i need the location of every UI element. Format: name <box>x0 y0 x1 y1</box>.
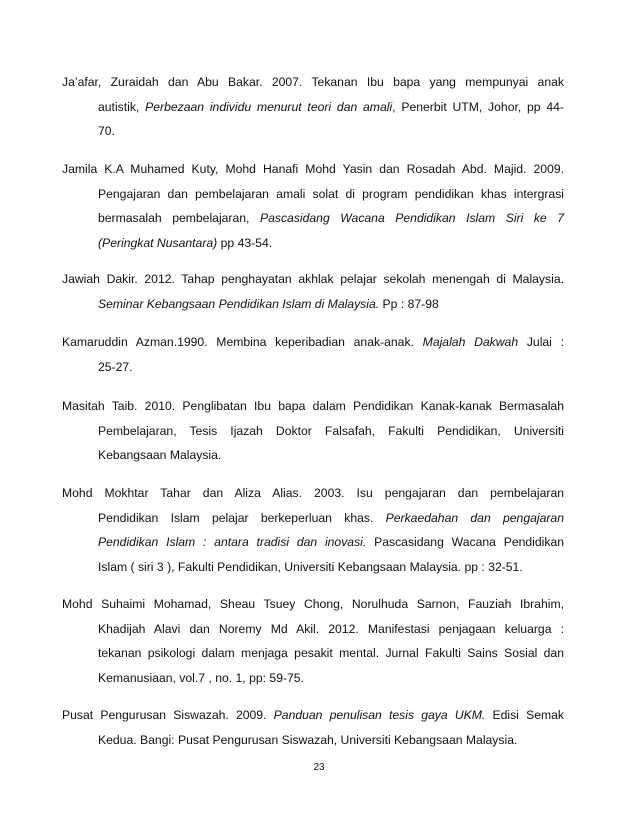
reference-text: tekanan psikologi dalam menjaga pesakit mental. Jurnal Fakulti Sains Sosial dan <box>98 646 564 660</box>
reference-line <box>62 443 564 468</box>
reference-text: 70. <box>98 124 115 138</box>
reference-entry <box>62 70 564 144</box>
reference-title-text: (Peringkat Nusantara) <box>98 235 218 250</box>
reference-line <box>62 481 564 506</box>
reference-text: Jamila K.A Muhamed Kuty, Mohd Hanafi Mohd Yasin dan Rosadah Abd. Majid. 2009. <box>62 162 564 176</box>
reference-line <box>62 330 564 355</box>
reference-text: Islam ( siri 3 ), Fakulti Pendidikan, Universiti Kebangsaan Malaysia. pp : 32-51. <box>98 559 523 574</box>
reference-text: Pembelajaran, Tesis Ijazah Doktor Falsafah, Fakulti Pendidikan, Universiti <box>98 423 564 438</box>
reference-text: Pp : 87-98 <box>379 296 439 311</box>
reference-line <box>62 206 564 231</box>
reference-line <box>62 617 564 642</box>
reference-title-text: Panduan penulisan tesis gaya UKM. <box>273 708 486 722</box>
reference-line <box>62 728 564 753</box>
reference-title-text: Perkaedahan dan pengajaran <box>385 510 564 525</box>
reference-text: Pendidikan Islam pelajar berkeperluan khas. <box>98 510 386 525</box>
reference-text: Ja’afar, Zuraidah dan Abu Bakar. 2007. Tekanan Ibu bapa yang mempunyai anak <box>62 75 564 89</box>
reference-text: Kemanusiaan, vol.7 , no. 1, pp: 59-75. <box>98 670 304 685</box>
reference-line <box>62 506 564 531</box>
reference-line <box>62 292 564 317</box>
reference-line <box>62 641 564 666</box>
reference-entry <box>62 703 564 752</box>
reference-text: Julai : <box>518 335 564 349</box>
reference-line <box>62 419 564 444</box>
reference-text: bermasalah pembelajaran, <box>98 211 260 225</box>
reference-text: Pusat Pengurusan Siswazah. 2009. <box>62 708 274 722</box>
reference-entry <box>62 157 564 255</box>
reference-line <box>62 703 564 728</box>
reference-text: Kedua. Bangi: Pusat Pengurusan Siswazah, Universiti Kebangsaan Malaysia. <box>98 732 518 747</box>
reference-line <box>62 267 564 292</box>
reference-line <box>62 119 564 144</box>
reference-line <box>62 182 564 207</box>
reference-line <box>62 394 564 419</box>
reference-text: Jawiah Dakir. 2012. Tahap penghayatan akhlak pelajar sekolah menengah di Malaysia. <box>62 272 564 286</box>
reference-title-text: Perbezaan individu menurut teori dan amali <box>145 99 393 114</box>
reference-text: Pascasidang Wacana Pendidikan <box>366 535 564 549</box>
reference-text: 25-27. <box>98 359 133 374</box>
reference-text: Pengajaran dan pembelajaran amali solat di program pendidikan khas intergrasi <box>98 186 564 201</box>
reference-text: pp 43-54. <box>217 235 273 250</box>
reference-entry <box>62 592 564 690</box>
reference-line <box>62 530 564 555</box>
reference-text: Edisi Semak <box>485 708 564 722</box>
reference-text: Masitah Taib. 2010. Penglibatan Ibu bapa dalam Pendidikan Kanak-kanak Bermasalah <box>62 399 564 413</box>
reference-text: Kebangsaan Malaysia. <box>98 448 222 462</box>
reference-line <box>62 231 564 256</box>
reference-title-text: Pascasidang Wacana Pendidikan Islam Siri ke 7 <box>259 211 564 225</box>
reference-title-text: Pendidikan Islam : antara tradisi dan inovasi. <box>98 535 367 549</box>
reference-entry <box>62 267 564 316</box>
reference-text: Khadijah Alavi dan Noremy Md Akil. 2012. Manifestasi penjagaan keluarga : <box>98 621 564 636</box>
page-number: 23 <box>313 762 325 773</box>
reference-title-text: Seminar Kebangsaan Pendidikan Islam di Malaysia. <box>98 296 380 311</box>
reference-entry <box>62 394 564 468</box>
reference-entry <box>62 330 564 379</box>
reference-title-text: Majalah Dakwah <box>422 335 519 349</box>
reference-line <box>62 70 564 95</box>
reference-line <box>62 666 564 691</box>
reference-entry <box>62 481 564 579</box>
reference-text: Mohd Suhaimi Mohamad, Sheau Tsuey Chong, Norulhuda Sarnon, Fauziah Ibrahim, <box>62 597 564 611</box>
reference-text: autistik, <box>98 99 146 114</box>
reference-text: Kamaruddin Azman.1990. Membina keperibadian anak-anak. <box>62 335 423 349</box>
reference-line <box>62 592 564 617</box>
reference-text: Mohd Mokhtar Tahar dan Aliza Alias. 2003. Isu pengajaran dan pembelajaran <box>62 486 564 500</box>
reference-line <box>62 355 564 380</box>
reference-line <box>62 555 564 580</box>
reference-line <box>62 95 564 120</box>
reference-line <box>62 157 564 182</box>
reference-text: , Penerbit UTM, Johor, pp 44- <box>392 99 564 114</box>
